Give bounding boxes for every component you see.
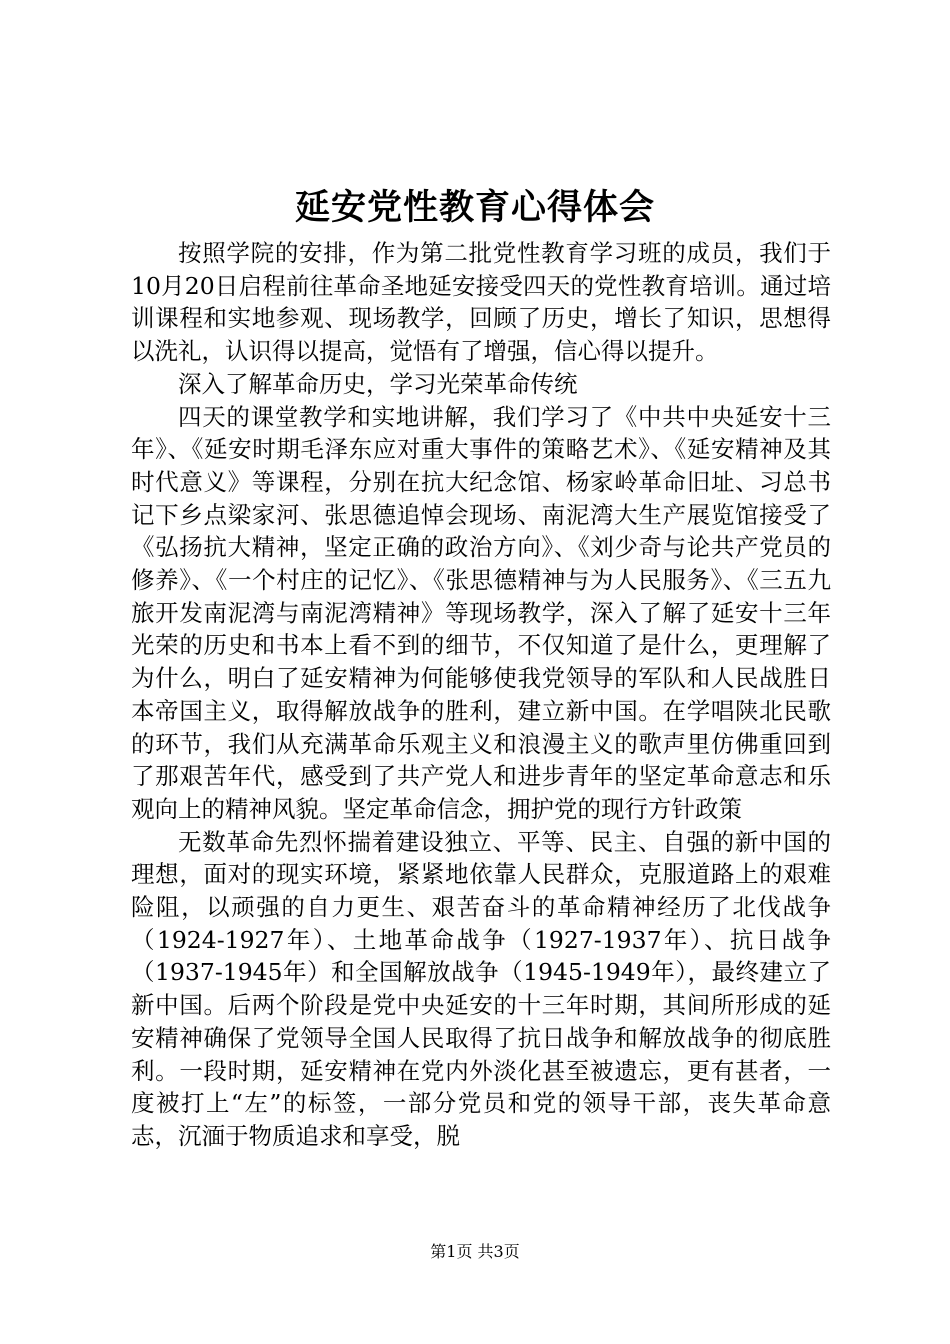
paragraph-history: 四天的课堂教学和实地讲解，我们学习了《中共中央延安十三年》、《延安时期毛泽东应对重大事件的策略艺术》、《延安精神及其时代意义》等课程，分别在抗大纪念馆、杨家岭革命旧址、习总书记下乡点梁家河、张思德追悼会现场、南泥湾大生产展览馆接受了《弘扬抗大精神，坚定正确的政治方向》、《刘少奇与论共产党员的修养》、《一个村庄的记忆》、《张思德精神与为人民服务》、《三五九旅开发南泥湾与南泥湾精神》等现场教学，深入了解了延安十三年光荣的历史和书本上看不到的细节，不仅知道了是什么，更理解了为什么，明白了延安精神为何能够使我党领导的军队和人民战胜日本帝国主义，取得解放战争的胜利，建立新中国。在学唱陕北民歌的环节，我们从充满革命乐观主义和浪漫主义的歌声里仿佛重回到了那艰苦年代，感受到了共产党人和进步青年的坚定革命意志和乐观向上的精神风貌。坚定革命信念，拥护党的现行方针政策	[131, 402, 831, 823]
document-body	[131, 237, 831, 1153]
paragraph-martyrs: 无数革命先烈怀揣着建设独立、平等、民主、自强的新中国的理想，面对的现实环境，紧紧地依靠人民群众，克服道路上的艰难险阻，以顽强的自力更生、艰苦奋斗的革命精神经历了北伐战争（1924-1927年）、土地革命战争（1927-1937年）、抗日战争（1937-1945年）和全国解放战争（1945-1949年），最终建立了新中国。后两个阶段是党中央延安的十三年时期，其间所形成的延安精神确保了党领导全国人民取得了抗日战争和解放战争的彻底胜利。一段时期，延安精神在党内外淡化甚至被遗忘，更有甚者，一度被打上“左”的标签，一部分党员和党的领导干部，丧失革命意志，沉湎于物质追求和享受，脱	[131, 827, 831, 1150]
page-number-footer: 第1页 共3页	[430, 1242, 520, 1261]
document-title: 延安党性教育心得体会	[294, 187, 655, 228]
section-heading: 深入了解革命历史，学习光荣革命传统	[178, 369, 578, 398]
paragraph-intro: 按照学院的安排，作为第二批党性教育学习班的成员，我们于10月20日启程前往革命圣地延安接受四天的党性教育培训。通过培训课程和实地参观、现场教学，回顾了历史，增长了知识，思想得以洗礼，认识得以提高，觉悟有了增强，信心得以提升。	[131, 239, 831, 366]
